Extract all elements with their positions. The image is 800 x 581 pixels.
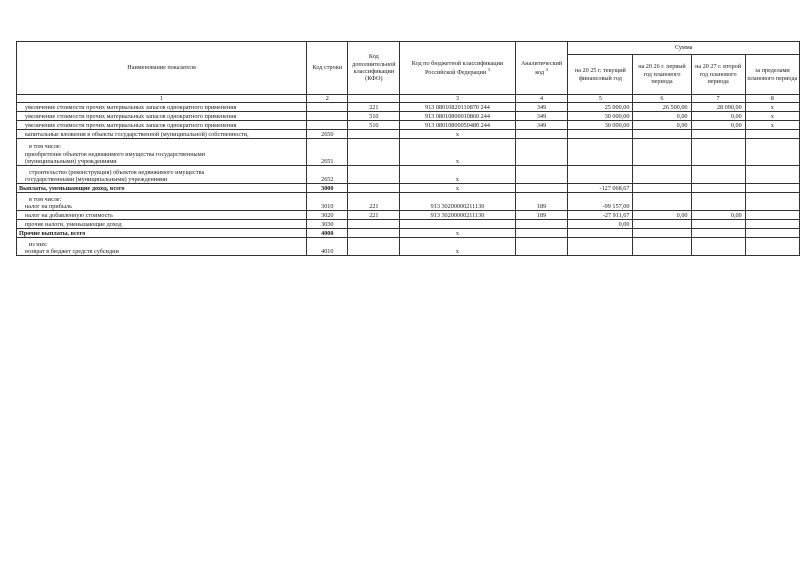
table-body xyxy=(17,103,800,256)
row-sum-current-year xyxy=(568,139,633,166)
row-code xyxy=(307,112,348,121)
row-name-line: строительство (реконструкция) объектов недвижимого имущества xyxy=(29,168,205,176)
row-sum-beyond xyxy=(745,220,799,229)
financial-plan-table-page xyxy=(16,41,800,256)
financial-plan-table xyxy=(16,41,800,256)
row-budget-code: 913 30200000211130 xyxy=(400,211,515,220)
row-indicator-name xyxy=(17,229,307,238)
row-sum-current-year: 30 000,00 xyxy=(568,121,633,130)
row-kfo xyxy=(348,184,400,193)
row-indicator-name xyxy=(17,184,307,193)
row-name-text: увеличение стоимости прочих материальных запасов однократного применения xyxy=(25,112,237,120)
col-number xyxy=(348,95,400,103)
row-analytic-code xyxy=(515,229,568,238)
row-sum-beyond xyxy=(745,139,799,166)
row-sum-plan-year-2 xyxy=(691,184,745,193)
row-sum-current-year: -27 911,67 xyxy=(568,211,633,220)
row-sum-plan-year-1 xyxy=(633,220,691,229)
row-name-line: государственными (муниципальными) учреждениями xyxy=(25,176,168,183)
row-kfo: 510 xyxy=(348,121,400,130)
row-name-line: (муниципальными) учреждениями xyxy=(25,158,117,165)
row-indicator-name xyxy=(17,238,307,256)
row-indicator-name xyxy=(17,220,307,229)
row-sum-plan-year-1 xyxy=(633,139,691,166)
col-number: 3 xyxy=(400,95,515,103)
row-name-line: приобретение объектов недвижимого имущества государственными xyxy=(25,150,205,158)
row-budget-code: x xyxy=(400,238,515,256)
row-budget-code: x xyxy=(400,229,515,238)
row-sum-plan-year-2: 28 090,00 xyxy=(691,103,745,112)
row-analytic-code xyxy=(515,220,568,229)
row-kfo: 221 xyxy=(348,211,400,220)
row-budget-code: 913 08010800050480 244 xyxy=(400,121,515,130)
row-sum-plan-year-1 xyxy=(633,166,691,184)
row-sum-current-year: -99 157,00 xyxy=(568,193,633,211)
row-sum-beyond xyxy=(745,193,799,211)
row-kfo xyxy=(348,220,400,229)
table-row xyxy=(17,193,800,211)
table-row xyxy=(17,166,800,184)
row-name-line: из них: xyxy=(29,240,48,248)
row-analytic-code xyxy=(515,184,568,193)
col-number: 7 xyxy=(691,95,745,103)
row-sum-beyond xyxy=(745,211,799,220)
row-kfo: 221 xyxy=(348,193,400,211)
row-sum-beyond: x xyxy=(745,121,799,130)
header-year-current: на 20 25 г. текущий финансовый год xyxy=(568,55,633,95)
header-beyond-plan: за пределами планового периода xyxy=(745,55,799,95)
row-indicator-name xyxy=(17,166,307,184)
row-code: 3030 xyxy=(307,220,348,229)
table-row xyxy=(17,229,800,238)
col-number: 5 xyxy=(568,95,633,103)
row-budget-code: 913 08010820110870 244 xyxy=(400,103,515,112)
row-sum-plan-year-2 xyxy=(691,139,745,166)
row-indicator-name xyxy=(17,103,307,112)
row-analytic-code xyxy=(515,166,568,184)
row-sum-plan-year-1 xyxy=(633,229,691,238)
row-code: 3020 xyxy=(307,211,348,220)
row-sum-beyond: x xyxy=(745,112,799,121)
row-sum-beyond xyxy=(745,130,799,139)
row-code: 4000 xyxy=(307,229,348,238)
header-analytic-code-footnote: 4 xyxy=(545,66,548,72)
col-number: 8 xyxy=(745,95,799,103)
row-indicator-name xyxy=(17,130,307,139)
row-indicator-name xyxy=(17,121,307,130)
row-sum-plan-year-2: 0,00 xyxy=(691,121,745,130)
row-sum-plan-year-1: 0,00 xyxy=(633,211,691,220)
row-kfo: 221 xyxy=(348,103,400,112)
row-sum-current-year xyxy=(568,238,633,256)
row-code xyxy=(307,103,348,112)
row-sum-plan-year-2: 0,00 xyxy=(691,211,745,220)
row-budget-code: 913 30200000211130 xyxy=(400,193,515,211)
row-sum-beyond xyxy=(745,238,799,256)
header-year-plan-1: на 20 26 г. первый год планового периода xyxy=(633,55,691,95)
row-analytic-code: 189 xyxy=(515,193,568,211)
row-sum-beyond xyxy=(745,184,799,193)
row-sum-plan-year-2: 0,00 xyxy=(691,112,745,121)
row-budget-code: x xyxy=(400,184,515,193)
row-sum-plan-year-1: 0,00 xyxy=(633,121,691,130)
row-sum-current-year xyxy=(568,130,633,139)
row-name-line: в том числе: xyxy=(29,195,62,203)
row-kfo: 510 xyxy=(348,112,400,121)
column-number-row xyxy=(17,95,800,103)
row-indicator-name xyxy=(17,211,307,220)
row-sum-plan-year-2 xyxy=(691,193,745,211)
table-row xyxy=(17,238,800,256)
row-sum-current-year xyxy=(568,229,633,238)
col-number: 4 xyxy=(515,95,568,103)
table-row xyxy=(17,139,800,166)
row-sum-plan-year-1: 0,00 xyxy=(633,112,691,121)
row-sum-plan-year-2 xyxy=(691,238,745,256)
col-number: 1 xyxy=(17,95,307,103)
row-name-text: увеличение стоимости прочих материальных запасов однократного применения xyxy=(25,103,237,111)
row-kfo xyxy=(348,130,400,139)
row-sum-current-year: -127 068,67 xyxy=(568,184,633,193)
table-row xyxy=(17,211,800,220)
row-name-line: налог на прибыль xyxy=(25,203,72,210)
row-sum-plan-year-1 xyxy=(633,238,691,256)
table-row xyxy=(17,112,800,121)
row-analytic-code xyxy=(515,130,568,139)
row-sum-plan-year-2 xyxy=(691,166,745,184)
row-budget-code: x xyxy=(400,139,515,166)
row-indicator-name xyxy=(17,112,307,121)
row-name-text: прочие налоги, уменьшающие доход xyxy=(25,220,122,228)
row-indicator-name xyxy=(17,139,307,166)
row-sum-beyond: x xyxy=(745,103,799,112)
header-budget-code xyxy=(400,42,515,95)
row-sum-beyond xyxy=(745,166,799,184)
row-kfo xyxy=(348,166,400,184)
row-sum-beyond xyxy=(745,229,799,238)
header-budget-code-footnote: 3 xyxy=(487,66,490,72)
row-code: 4010 xyxy=(307,238,348,256)
row-analytic-code: 349 xyxy=(515,103,568,112)
row-analytic-code: 349 xyxy=(515,112,568,121)
row-code: 3000 xyxy=(307,184,348,193)
row-kfo xyxy=(348,229,400,238)
table-row xyxy=(17,130,800,139)
table-header xyxy=(17,42,800,103)
row-sum-plan-year-2 xyxy=(691,220,745,229)
row-sum-current-year xyxy=(568,166,633,184)
row-code: 2651 xyxy=(307,139,348,166)
row-budget-code: x xyxy=(400,130,515,139)
row-analytic-code: 189 xyxy=(515,211,568,220)
row-sum-plan-year-1 xyxy=(633,184,691,193)
header-sum: Сумма xyxy=(568,42,800,55)
row-name-line: возврат в бюджет средств субсидии xyxy=(25,248,119,255)
row-budget-code: x xyxy=(400,166,515,184)
row-sum-plan-year-1 xyxy=(633,130,691,139)
row-name-text: увеличение стоимости прочих материальных запасов однократного применения xyxy=(25,121,237,129)
row-sum-current-year: 25 000,00 xyxy=(568,103,633,112)
col-number: 6 xyxy=(633,95,691,103)
row-kfo xyxy=(348,139,400,166)
row-name-text: капитальные вложения в объекты государственной (муниципальной) собственности, xyxy=(25,130,249,138)
col-number: 2 xyxy=(307,95,348,103)
row-analytic-code xyxy=(515,238,568,256)
row-name-line: в том числе: xyxy=(29,143,62,151)
header-analytic-code-label: Аналитический код xyxy=(520,59,563,77)
header-budget-code-label: Код по бюджетной классификации Российской Федерации xyxy=(411,59,504,77)
row-sum-plan-year-2 xyxy=(691,229,745,238)
row-sum-plan-year-1: 26 500,00 xyxy=(633,103,691,112)
table-row xyxy=(17,220,800,229)
row-indicator-name xyxy=(17,193,307,211)
header-indicator-name: Наименование показателя xyxy=(17,42,307,95)
table-row xyxy=(17,121,800,130)
row-analytic-code: 349 xyxy=(515,121,568,130)
row-name-text: Выплаты, уменьшающие доход, всего xyxy=(19,184,125,192)
row-analytic-code xyxy=(515,139,568,166)
row-sum-plan-year-1 xyxy=(633,193,691,211)
row-sum-plan-year-2 xyxy=(691,130,745,139)
header-row-code: Код строки xyxy=(307,42,348,95)
row-code xyxy=(307,121,348,130)
row-sum-current-year: 0,00 xyxy=(568,220,633,229)
header-analytic-code xyxy=(515,42,568,95)
row-sum-current-year: 30 000,00 xyxy=(568,112,633,121)
row-budget-code: 913 08010800010860 244 xyxy=(400,112,515,121)
table-row xyxy=(17,184,800,193)
row-name-text: Прочие выплаты, всего xyxy=(19,229,86,237)
table-row xyxy=(17,103,800,112)
row-kfo xyxy=(348,238,400,256)
row-budget-code xyxy=(400,220,515,229)
row-code: 2650 xyxy=(307,130,348,139)
header-year-plan-2: на 20 27 г. второй год планового периода xyxy=(691,55,745,95)
header-kfo-code: Код дополнительной классификации (КФО) xyxy=(348,42,400,95)
row-code: 2652 xyxy=(307,166,348,184)
row-name-text: налог на добавленную стоимость xyxy=(25,211,113,219)
row-code: 3010 xyxy=(307,193,348,211)
